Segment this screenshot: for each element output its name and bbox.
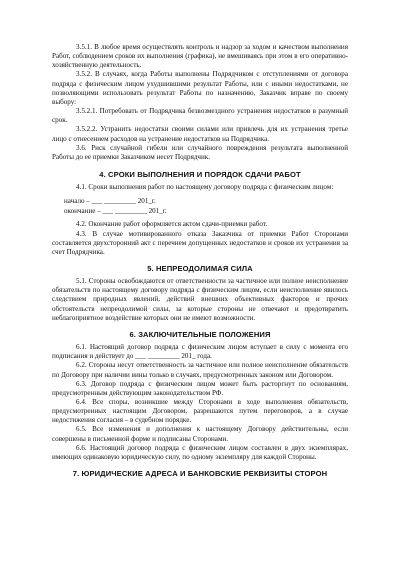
start-date-line: начало – ___ _________ 201_г. <box>64 197 156 206</box>
clause-6-2: 6.2. Стороны несут ответственность за частичное или полное неисполнение обязательств по Договору при наличии вины только в случаях, предусмотренных законом или Договором. <box>52 361 348 379</box>
clause-6-6: 6.6. Настоящий договор подряда с физическим лицом составлен в двух экземплярах, имеющих одинаковую юридическую силу, по одному экземпляру для каждой Стороны. <box>52 443 348 461</box>
clause-4-3: 4.3. В случае мотивированного отказа Заказчика от приемки Работ Сторонами составляется двухсторонний акт с перечнем допущенных недостатков и сроков их устранения за счет Подрядчика. <box>52 229 348 256</box>
clause-6-3: 6.3. Договор подряда с физическим лицом может быть расторгнут по основаниям, предусмотренным действующим законодательством РФ. <box>52 379 348 397</box>
clause-3-5-2: 3.5.2. В случаях, когда Работы выполнены Подрядчиком с отступлениями от договора подряда с физическим лицом ухудшившими результат Работы, или с иными недостатками, не позволяющими использовать результат Работы по назначению, Заказчик вправе по своему выбору: <box>52 70 348 106</box>
clause-3-6: 3.6. Риск случайной гибели или случайного повреждения результата выполненной Работы до ее приемки Заказчиком несет Подрядчик. <box>52 143 348 161</box>
clause-6-4: 6.4. Все споры, возникшие между Сторонами в ходе выполнения обязательств, предусмотренных настоящим Договором, разрешаются путем переговоров, а в случае недостижения согласия – в судебном порядке. <box>52 398 348 425</box>
clause-3-5-2-1: 3.5.2.1. Потребовать от Подрядчика безвозмездного устранения недостатков в разумный срок. <box>52 107 348 125</box>
end-date-line: окончание – ___ _________ 201_г. <box>64 207 167 216</box>
clause-3-5-2-2: 3.5.2.2. Устранить недостатки своими силами или привлечь для их устранения третье лицо с отнесением расходов на устранение недостатков на Подрядчика. <box>52 125 348 143</box>
clause-3-5-1: 3.5.1. В любое время осуществлять контроль и надзор за ходом и качеством выполнения Работ, соблюдением сроков их выполнения (графика), не вмешиваясь при этом в его оперативно-хозяйственную деятельность. <box>52 43 348 70</box>
clause-6-5: 6.5. Все изменения и дополнения к настоящему Договору действительны, если совершены в письменной форме и подписаны Сторонами. <box>52 425 348 443</box>
section-4-heading: 4. СРОКИ ВЫПОЛНЕНИЯ И ПОРЯДОК СДАЧИ РАБОТ <box>99 170 301 180</box>
clause-4-2: 4.2. Окончание работ оформляется актом сдачи-приемки работ. <box>76 220 268 229</box>
section-6-heading: 6. ЗАКЛЮЧИТЕЛЬНЫЕ ПОЛОЖЕНИЯ <box>129 329 271 339</box>
section-5-heading: 5. НЕПРЕОДОЛИМАЯ СИЛА <box>147 263 253 273</box>
work-dates <box>64 196 348 216</box>
clause-6-1: 6.1. Настоящий договор подряда с физическим лицом вступает в силу с момента его подписания и действует до ___ _________ 201_ года. <box>52 343 348 361</box>
section-7-heading: 7. ЮРИДИЧЕСКИЕ АДРЕСА И БАНКОВСКИЕ РЕКВИЗИТЫ СТОРОН <box>72 469 328 479</box>
clause-4-1: 4.1. Сроки выполнения работ по настоящему договору подряда с физическим лицом: <box>76 183 334 192</box>
clause-5-1: 5.1. Стороны освобождаются от ответственности за частичное или полное неисполнение обязательств по настоящему договору подряда с физическим лицом, если неисполнение явилось следствием природных явлений, действий внешних объективных факторов и прочих обстоятельств непреодолимой силы, за которые стороны не отвечают и предотвратить неблагоприятное воздействие которых они не имеют возможности. <box>52 277 348 322</box>
